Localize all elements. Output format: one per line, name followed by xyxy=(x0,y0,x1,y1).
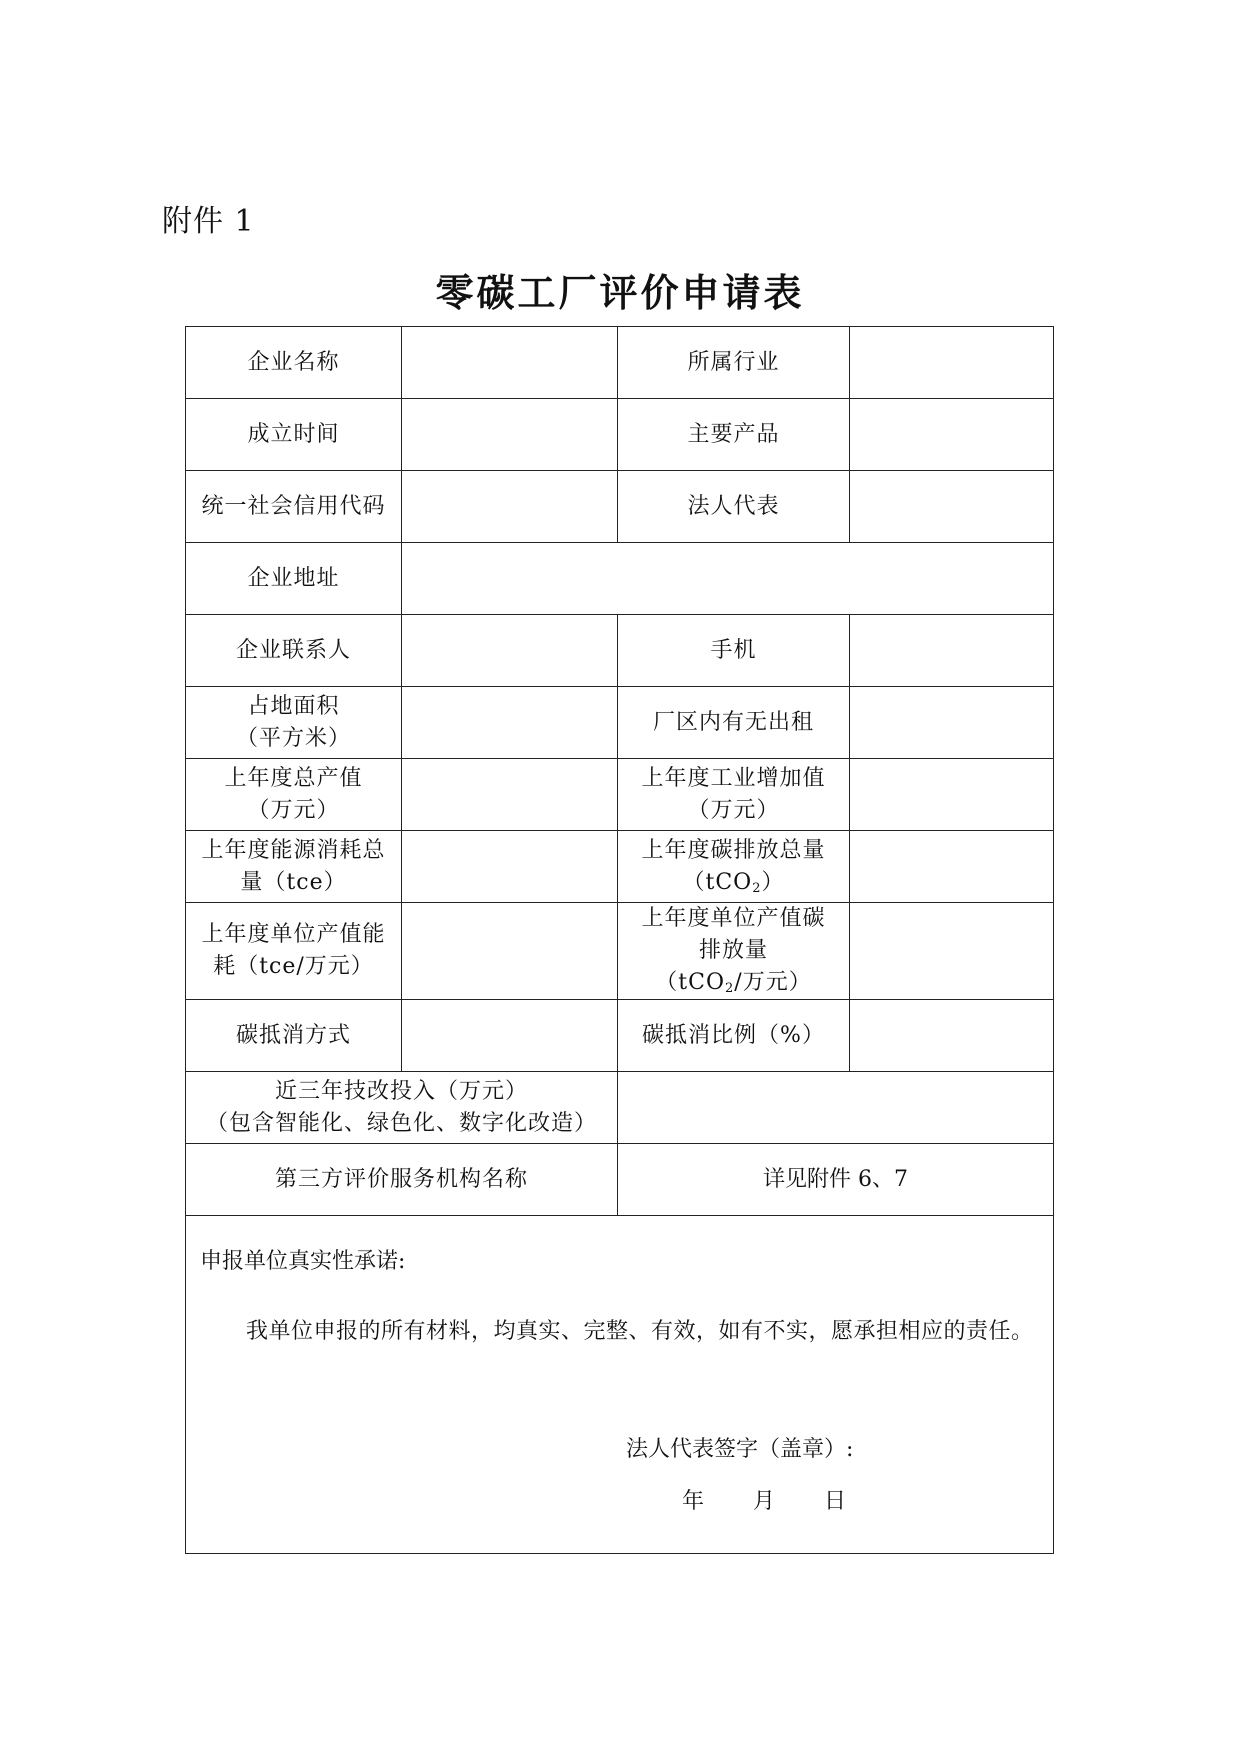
label-energy-line2: 量（tce） xyxy=(240,869,347,895)
label-leasing: 厂区内有无出租 xyxy=(618,687,850,759)
field-phone[interactable] xyxy=(850,615,1054,687)
label-main-products: 主要产品 xyxy=(618,399,850,471)
label-carbon-line2 xyxy=(622,867,845,899)
label-area-line2: （平方米） xyxy=(235,725,351,751)
page-title: 零碳工厂评价申请表 xyxy=(435,271,805,315)
pledge-body: 我单位申报的所有材料，均真实、完整、有效，如有不实，愿承担相应的责任。 xyxy=(246,1319,1034,1344)
label-offset-ratio: 碳抵消比例（%） xyxy=(618,1000,850,1072)
field-area[interactable] xyxy=(402,687,618,759)
carbon-line2-sub: 2 xyxy=(752,880,762,896)
label-unit-energy-line1: 上年度单位产值能 xyxy=(201,922,386,947)
label-total-output-line1: 上年度总产值 xyxy=(224,765,363,791)
field-carbon-emission[interactable] xyxy=(850,831,1054,903)
label-added-value-line1: 上年度工业增加值 xyxy=(641,765,826,791)
field-contact[interactable] xyxy=(402,615,618,687)
label-phone: 手机 xyxy=(618,615,850,687)
value-third-party: 详见附件 6、7 xyxy=(618,1144,1054,1216)
field-established[interactable] xyxy=(402,399,618,471)
label-total-output-line2: （万元） xyxy=(247,797,340,823)
pledge-heading: 申报单位真实性承诺: xyxy=(200,1249,406,1274)
field-credit-code[interactable] xyxy=(402,471,618,543)
pledge-date: 年 月 日 xyxy=(682,1489,846,1514)
label-offset-method: 碳抵消方式 xyxy=(186,1000,402,1072)
label-established: 成立时间 xyxy=(186,399,402,471)
label-unit-energy-line2: 耗（tce/万元） xyxy=(213,954,374,979)
carbon-line2-pre: （tCO xyxy=(682,869,753,895)
field-leasing[interactable] xyxy=(850,687,1054,759)
label-tech-investment-line1: 近三年技改投入（万元） xyxy=(274,1078,528,1104)
label-tech-investment xyxy=(186,1072,618,1144)
carbon-line2-post: ） xyxy=(761,869,785,895)
field-address[interactable] xyxy=(402,543,1054,615)
pledge-section xyxy=(186,1216,1054,1554)
field-unit-energy[interactable] xyxy=(402,903,618,1000)
label-company-name: 企业名称 xyxy=(186,327,402,399)
label-address: 企业地址 xyxy=(186,543,402,615)
label-unit-carbon xyxy=(618,903,850,1000)
field-total-output[interactable] xyxy=(402,759,618,831)
field-unit-carbon[interactable] xyxy=(850,903,1054,1000)
field-added-value[interactable] xyxy=(850,759,1054,831)
unit-carbon-line2-sub: 2 xyxy=(725,981,735,996)
field-company-name[interactable] xyxy=(402,327,618,399)
field-tech-investment[interactable] xyxy=(618,1072,1054,1144)
label-energy-line1: 上年度能源消耗总 xyxy=(201,837,386,863)
label-credit-code: 统一社会信用代码 xyxy=(186,471,402,543)
label-third-party: 第三方评价服务机构名称 xyxy=(186,1144,618,1216)
label-unit-carbon-line1: 上年度单位产值碳 xyxy=(641,906,826,931)
field-main-products[interactable] xyxy=(850,399,1054,471)
label-area xyxy=(186,687,402,759)
attachment-label: 附件 1 xyxy=(162,204,255,239)
unit-carbon-line2-pre: 排放量（tCO xyxy=(655,938,768,995)
label-unit-carbon-line2 xyxy=(622,935,845,999)
field-industry[interactable] xyxy=(850,327,1054,399)
application-form-table xyxy=(185,326,1054,1554)
label-industry: 所属行业 xyxy=(618,327,850,399)
pledge-signature: 法人代表签字（盖章）: xyxy=(626,1437,854,1462)
label-added-value-line2: （万元） xyxy=(687,797,780,823)
label-energy-consumption xyxy=(186,831,402,903)
label-legal-rep: 法人代表 xyxy=(618,471,850,543)
field-energy-consumption[interactable] xyxy=(402,831,618,903)
field-offset-method[interactable] xyxy=(402,1000,618,1072)
label-area-line1: 占地面积 xyxy=(247,693,340,719)
unit-carbon-line2-post: /万元） xyxy=(734,970,812,995)
label-contact: 企业联系人 xyxy=(186,615,402,687)
label-total-output xyxy=(186,759,402,831)
label-unit-energy xyxy=(186,903,402,1000)
label-carbon-line1: 上年度碳排放总量 xyxy=(641,837,826,863)
field-offset-ratio[interactable] xyxy=(850,1000,1054,1072)
label-tech-investment-line2: （包含智能化、绿色化、数字化改造） xyxy=(205,1110,597,1136)
field-legal-rep[interactable] xyxy=(850,471,1054,543)
label-added-value xyxy=(618,759,850,831)
label-carbon-emission xyxy=(618,831,850,903)
